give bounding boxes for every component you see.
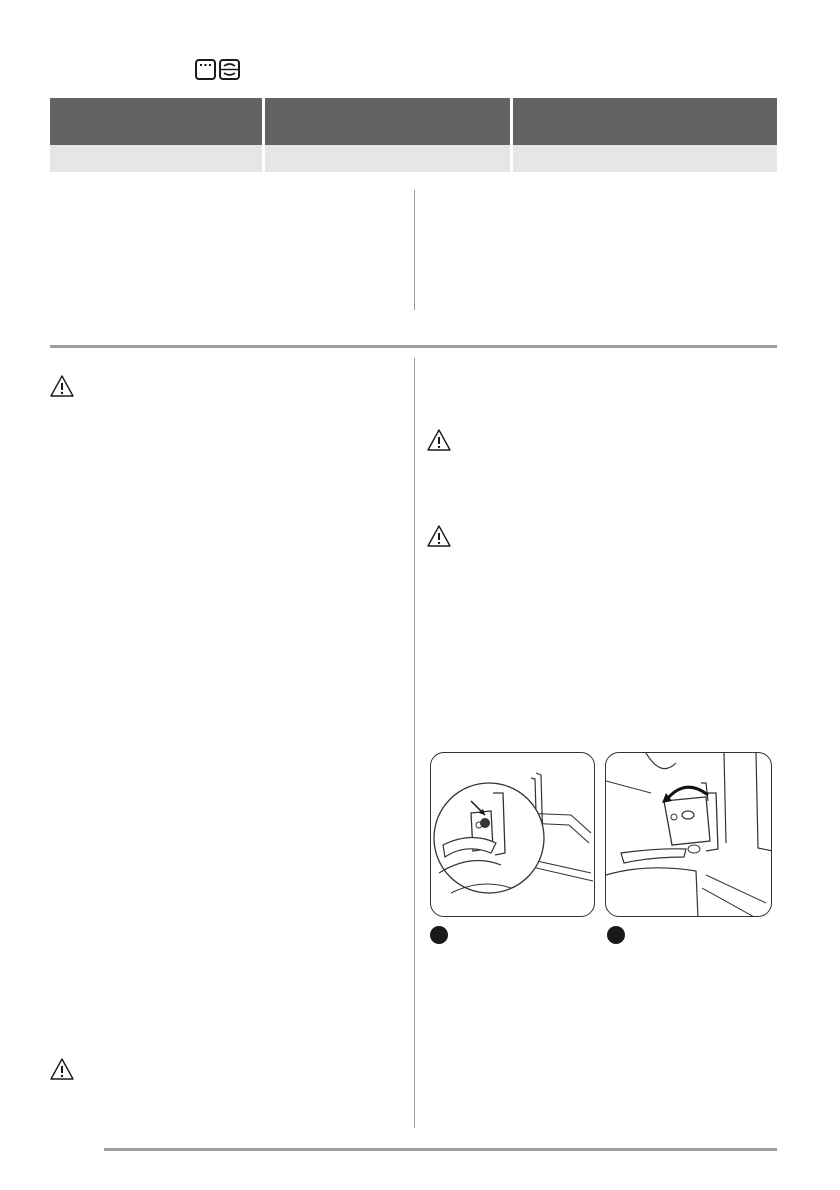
footer-divider [104,1148,777,1151]
warning-icon [426,428,452,452]
data-table [50,98,777,173]
table-header-cell [50,98,262,145]
fan-heating-icon [220,60,239,79]
warning-icon [49,1057,75,1081]
section-divider [50,345,777,348]
oven-function-icons [194,58,250,82]
table-header-cell [513,98,777,145]
hinge-rotation-illustration [606,753,772,917]
step-marker-2 [607,926,625,944]
hinge-illustration-step-2 [605,752,772,917]
column-divider [414,190,415,310]
oven-light-icon [196,60,215,79]
hinge-illustration-step-1 [430,752,595,917]
warning-icon [49,374,75,398]
column-divider [414,358,415,1128]
table-cell [50,145,262,172]
step-marker-1 [430,926,448,944]
table-header-cell [265,98,510,145]
table-cell [265,145,510,172]
table-cell [513,145,777,172]
hinge-lever-illustration [431,753,595,917]
warning-icon [426,524,452,548]
